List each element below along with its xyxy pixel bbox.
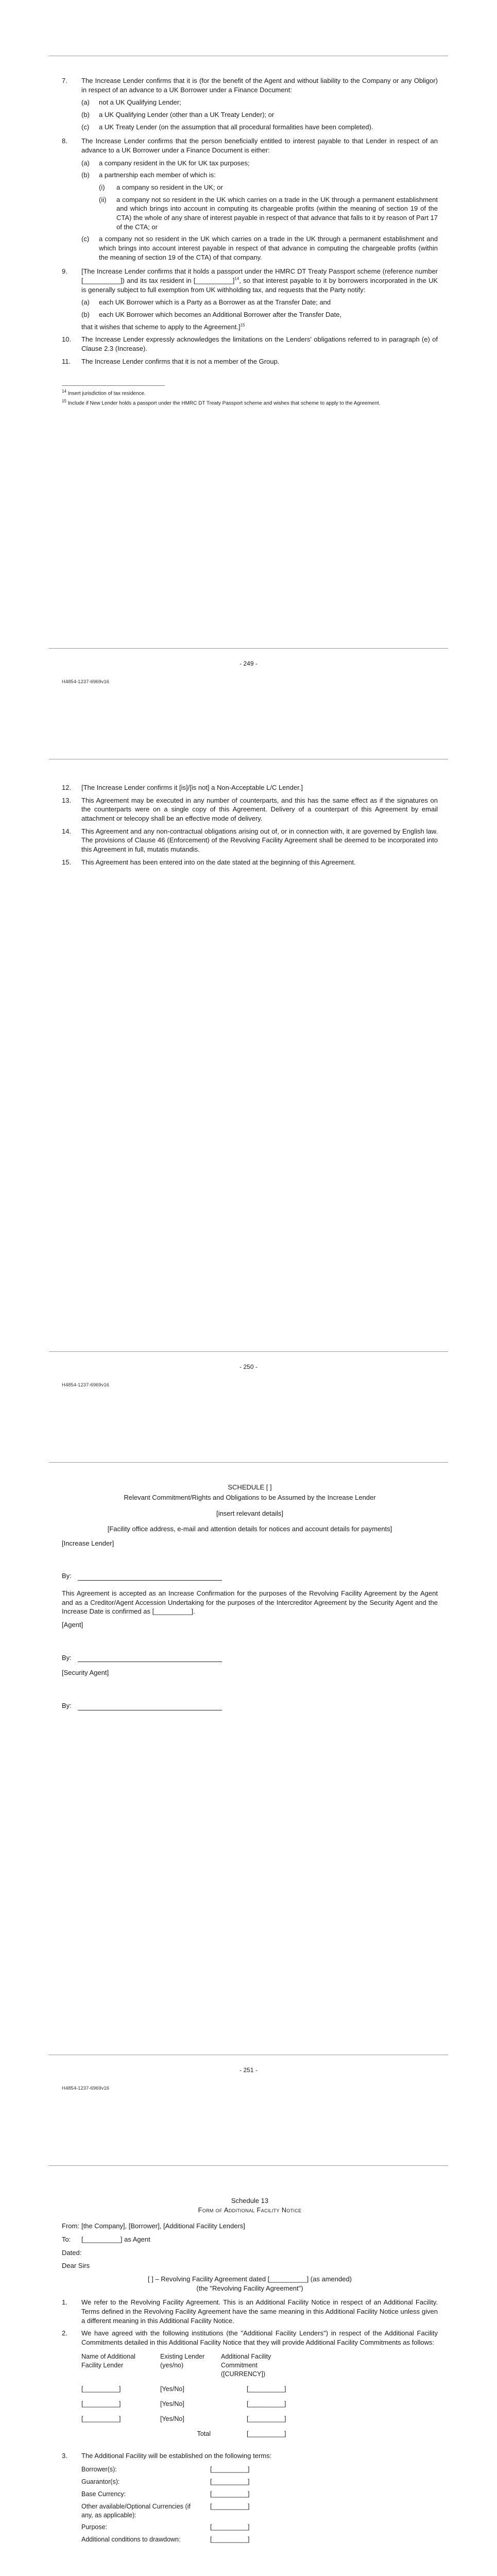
- clause-7: 7. The Increase Lender confirms that it is (for the benefit of the Agent and without liability to the Company or any Obligor) in respect of an advance to a UK Borrower under a Finance Document:: [62, 77, 438, 94]
- schedule-subheading: Form of Additional Facility Notice: [198, 2206, 302, 2214]
- clause-15: 15. This Agreement has been entered into on the date stated at the beginning of this Agreement.: [62, 858, 356, 866]
- clause-8a: (a) a company resident in the UK for UK tax purposes;: [81, 159, 250, 167]
- signature-block-security-agent: By:: [62, 1701, 438, 1710]
- notice-title-defined: (the "Revolving Facility Agreement"): [196, 2284, 303, 2292]
- acceptance-text: This Agreement is accepted as an Increase Confirmation for the purposes of the Revolving Facility Agreement by the Agent and as a Creditor/Agent Accession Undertaking for the purposes of the Intercreditor Agreement by the Security Agent and the Increase Date is confirmed as [__________].: [62, 1589, 438, 1616]
- table-row: [__________] [Yes/No] [__________]: [81, 2400, 286, 2408]
- clause-8b-ii: (ii) a company not so resident in the UK which carries on a trade in the UK through a permanent establishment and which brings into account in computing its chargeable profits (within the meaning of section 19 of the CTA) the whole of any share of interest payable in respect of that advance that falls to it by reason of Part 17 of the CTA; or: [99, 195, 438, 231]
- page-number: - 250 -: [239, 1363, 258, 1370]
- to-line: To: [__________] as Agent: [62, 2235, 150, 2244]
- term-conditions: Additional conditions to drawdown: [__________]: [81, 2536, 250, 2544]
- signature-block-agent: By:: [62, 1653, 438, 1663]
- notice-title: [ ] – Revolving Facility Agreement dated [__________] (as amended): [147, 2275, 352, 2283]
- table-row: [__________] [Yes/No] [__________]: [81, 2385, 286, 2393]
- table-row: [__________] [Yes/No] [__________]: [81, 2415, 286, 2422]
- footnote-14: $^{14}$ Insert jurisdiction of tax residence.: [62, 389, 146, 397]
- security-agent-name: [Security Agent]: [62, 1669, 109, 1677]
- footnote-separator: [62, 385, 165, 386]
- agent-name: [Agent]: [62, 1621, 83, 1629]
- term-purpose: Purpose: [__________]: [81, 2523, 250, 2531]
- page-bottom-rule: [49, 648, 448, 649]
- commitments-table: [81, 2351, 307, 2443]
- from-line: From: [the Company], [Borrower], [Additional Facility Lenders]: [62, 2222, 245, 2230]
- term-optional-currencies: Other available/Optional Currencies (if any, as applicable): [__________]: [81, 2503, 250, 2519]
- clause-12: 12. [The Increase Lender confirms it [is]/[is not] a Non-Acceptable L/C Lender.]: [62, 784, 303, 791]
- clause-7b: (b) a UK Qualifying Lender (other than a UK Treaty Lender); or: [81, 111, 275, 119]
- signature-line[interactable]: [78, 1580, 222, 1581]
- notice-clause-1: 1. We refer to the Revolving Facility Agreement. This is an Additional Facility Notice in respect of an Additional Facility. Terms defined in the Revolving Facility Agreement have the same meaning in this Additional Facility Notice unless given a different meaning in this Additional Facility Notice.: [62, 2298, 438, 2325]
- page-top-rule: [49, 1462, 448, 1463]
- page-number: - 249 -: [239, 660, 258, 667]
- clause-13: 13. This Agreement may be executed in any number of counterparts, and this has the same effect as if the signatures on the counterparts were on a single copy of this Agreement. Delivery of a counterpart of this Agreement by email attachment or telecopy shall be an effective mode of delivery.: [62, 796, 438, 823]
- document-reference: H4854-1237-6969v16: [62, 2086, 109, 2091]
- clause-10: 10. The Increase Lender expressly acknowledges the limitations on the Lenders' obligations referred to in paragraph (e) of Clause 2.3 (Increase).: [62, 335, 438, 353]
- header-existing: Existing Lender (yes/no): [160, 2352, 205, 2369]
- clause-9-tail: that it wishes that scheme to apply to the Agreement.]$^{15}$: [81, 323, 245, 331]
- page-249-body: [62, 76, 438, 408]
- page-250: [0, 703, 497, 1406]
- header-lender: Name of Additional Facility Lender: [81, 2352, 135, 2369]
- clause-11: 11. The Increase Lender confirms that it is not a member of the Group.: [62, 357, 280, 365]
- document-reference: H4854-1237-6969v16: [62, 1382, 109, 1388]
- table-total-row: Total [__________]: [197, 2430, 286, 2437]
- term-base-currency: Base Currency: [__________]: [81, 2490, 250, 2498]
- increase-lender-name: [Increase Lender]: [62, 1539, 114, 1547]
- clause-8: 8. The Increase Lender confirms that the person beneficially entitled to interest payable to that Lender in respect of an advance to a UK Borrower under a Finance Document is either:: [62, 137, 438, 155]
- page-252-body: [62, 2196, 438, 2548]
- terms-list: [81, 2465, 438, 2548]
- term-borrowers: Borrower(s): [__________]: [81, 2466, 250, 2473]
- page-number: - 251 -: [239, 2066, 258, 2074]
- clause-7a: (a) not a UK Qualifying Lender;: [81, 98, 181, 107]
- header-commitment: Additional Facility Commitment ([CURRENCY]): [221, 2352, 271, 2378]
- clause-8c: (c) a company not so resident in the UK which carries on a trade in the UK through a permanent establishment and which brings into account interest payable in respect of that advance in computing the chargeable profits (within the meaning of section 19 of the CTA) of that company.: [81, 235, 438, 261]
- notice-clause-2: 2. We have agreed with the following institutions (the "Additional Facility Lenders") in respect of the Additional Facility Commitments detailed in this Additional Facility Notice that they will provide Additional Facility Commitments as follows:: [62, 2329, 438, 2347]
- clause-9a: (a) each UK Borrower which is a Party as a Borrower as at the Transfer Date; and: [81, 298, 331, 307]
- table-header: [81, 2351, 307, 2383]
- clause-9b: (b) each UK Borrower which becomes an Additional Borrower after the Transfer Date,: [81, 311, 342, 319]
- page-251-body: [62, 1483, 438, 1710]
- page-top-rule: [49, 2165, 448, 2166]
- page-bottom-rule: [49, 1351, 448, 1352]
- page-249: [0, 0, 497, 703]
- dated-line: Dated:: [62, 2248, 82, 2257]
- clause-7c: (c) a UK Treaty Lender (on the assumption that all procedural formalities have been completed).: [81, 123, 373, 131]
- clause-9: 9. [The Increase Lender confirms that it holds a passport under the HMRC DT Treaty Passport scheme (reference number [__________]) and its tax resident in [__________]$^{14}$, so that interest payable to it by borrowers incorporated in the UK is generally subject to full exemption from UK withholding tax, and requests that the Party notify:: [62, 267, 438, 294]
- facility-office-details: [Facility office address, e-mail and attention details for notices and account details for payments]: [107, 1525, 392, 1533]
- document-reference: H4854-1237-6969v16: [62, 679, 109, 685]
- term-guarantors: Guarantor(s): [__________]: [81, 2478, 250, 2486]
- page-251: [0, 1406, 497, 2110]
- footnote-ref-15[interactable]: 15: [240, 323, 245, 328]
- schedule-subheading: Relevant Commitment/Rights and Obligations to be Assumed by the Increase Lender: [124, 1493, 376, 1501]
- page-250-body: [62, 783, 438, 870]
- footnote-ref-14[interactable]: 14: [234, 276, 239, 281]
- notice-clause-3: 3. The Additional Facility will be established on the following terms:: [62, 2451, 272, 2460]
- salutation: Dear Sirs: [62, 2262, 90, 2270]
- signature-block-increase-lender: By:: [62, 1571, 438, 1581]
- footnote-15: $^{15}$ Include if New Lender holds a passport under the HMRC DT Treaty Passport scheme and wishes that scheme to apply to the Agreement.: [62, 398, 381, 406]
- schedule-heading: Schedule 13: [231, 2197, 269, 2205]
- clause-8b-i: (i) a company so resident in the UK; or: [99, 183, 223, 192]
- clause-14: 14. This Agreement and any non-contractual obligations arising out of, or in connection with, it are governed by English law. The provisions of Clause 46 (Enforcement) of the Revolving Facility Agreement shall be deemed to be incorporated into this Agreement in full, mutatis mutandis.: [62, 827, 438, 854]
- page-252: [0, 2110, 497, 2576]
- clause-8b: (b) a partnership each member of which is:: [81, 171, 216, 179]
- schedule-heading: SCHEDULE [ ]: [228, 1483, 272, 1491]
- relevant-details: [insert relevant details]: [216, 1510, 284, 1518]
